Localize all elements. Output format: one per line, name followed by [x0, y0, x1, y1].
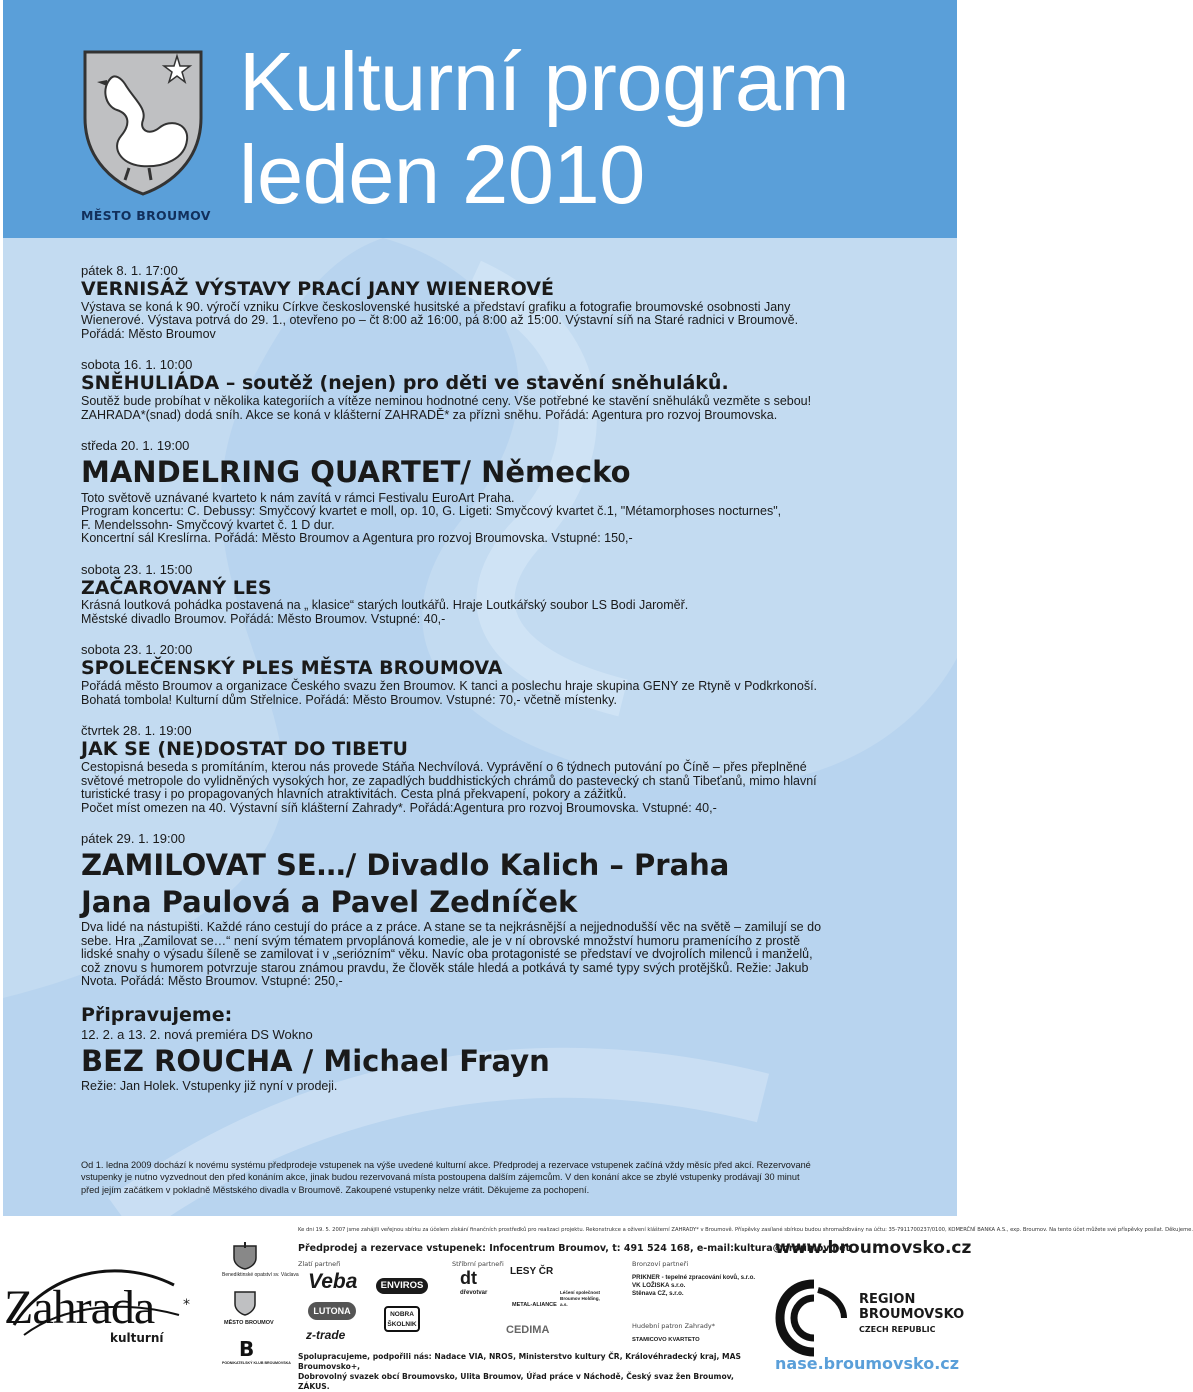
event-title: VERNISÁŽ VÝSTAVY PRACÍ JANY WIENEROVÉ: [81, 278, 554, 300]
region-swirl-icon: [774, 1278, 854, 1358]
cooperation-line: Spolupracujeme, podpořili nás: Nadace VIA, NROS, Ministerstvo kultury ČR, Královéhradecký kraj, MAS Broumovsko+,: [298, 1352, 741, 1371]
label-garden-patron: Hudební patron Zahrady*: [632, 1322, 716, 1330]
ticket-notice: [81, 1159, 901, 1196]
event-desc-line: lidské snahy o výsadu šíleně se zamilovat i v „seriózním“ věku. Navíc oba protagonisté se představí ve dvojrolích milenců i manželů,: [81, 947, 813, 962]
fine-print: Ke dni 19. 5. 2007 jsme zahájili veřejnou sbírku za účelem získání finančních prostředků pro realizaci projektu. Rekonstrukce a oživení klášterní ZAHRADY* v Broumově. Příspěvky zasílané sbírkou budou shromažďovány na účtu: 35-7911700237/0100, KOMERČNÍ BANKA A.S., exp. Broumov. Na tento účet můžete své příspěvky posílat. Děkujeme.: [298, 1227, 1193, 1233]
event-date: sobota 16. 1. 10:00: [81, 357, 193, 373]
event-date: čtvrtek 28. 1. 19:00: [81, 723, 192, 739]
sponsor-lesycr: LESY ČR: [510, 1266, 554, 1277]
event-desc-line: Wienerové. Výstava potrvá do 29. 1., otevřeno po – čt 8:00 až 16:00, pá 8:00 až 15:00. Výstavní síň na Staré radnici v Broumově.: [81, 313, 799, 328]
event-title: SNĚHULIÁDA – soutěž (nejen) pro děti ve stavění sněhuláků.: [81, 372, 729, 395]
event-desc-line: Cestopisná beseda s promítáním, kterou nás provede Stáňa Nechvílová. Vyprávění o 6 týdnech putování po Číně – přes přeplněné: [81, 760, 807, 775]
page-title-line2: leden 2010: [239, 128, 645, 221]
upcoming: [81, 1004, 941, 1094]
event-date: pátek 8. 1. 17:00: [81, 263, 178, 278]
event-4: [81, 561, 941, 627]
sponsor-dt: dt: [460, 1268, 477, 1288]
sponsor-lutona: LUTONA: [308, 1302, 356, 1320]
upcoming-desc: Režie: Jan Holek. Vstupenky již nyní v prodeji.: [81, 1078, 338, 1093]
event-desc-line: světové metropole do vylidněných vysokých hor, ze zapadlých buddhistických chrámů do pastevecký ch stanů Tibeťanů, mimo hlavní: [81, 773, 817, 788]
event-title: SPOLEČENSKÝ PLES MĚSTA BROUMOVA: [81, 657, 503, 680]
page-title-line1: Kulturní program: [239, 35, 850, 128]
upcoming-date: 12. 2. a 13. 2. nová premiéra DS Wokno: [81, 1026, 313, 1042]
event-desc-line: Krásná loutková pohádka postavená na „ klasice“ starých loutkářů. Hraje Loutkářský soubor LS Bodi Jaroměř.: [81, 598, 689, 613]
event-desc-line: Bohatá tombola! Kulturní dům Střelnice. Pořádá: Město Broumov. Vstupné: 70,- včetně místenky.: [81, 692, 617, 707]
event-title: MANDELRING QUARTET/ Německo: [81, 455, 631, 490]
event-title: ZAMILOVAT SE…/ Divadlo Kalich – Praha: [81, 848, 730, 883]
event-subtitle: Jana Paulová a Pavel Zedníček: [81, 885, 578, 920]
event-desc-line: sebe. Hra „Zamilovat se…“ není svým tématem prvoplánová komedie, ale je v ní obrovské množství humoru pramenícího z prostě: [81, 933, 801, 948]
event-desc-line: ZAHRADA*(snad) dodá sníh. Akce se koná v klášterní ZAHRADĚ* za příznì sněhu. Pořádá: Agentura pro rozvoj Broumovska.: [81, 407, 778, 422]
event-desc-line: turistické trasy i po propagovaných hlavních atraktivitách. Cesta plná překvapení, pokory a zážitků.: [81, 787, 627, 802]
event-desc-line: Pořádá: Město Broumov: [81, 326, 216, 341]
label-gold: Zlatí partneři: [298, 1260, 341, 1268]
event-1: [81, 262, 941, 341]
notice-line: vstupenky je nutno vyzvednout den před konáním akce, jinak budou rezervovaná místa postoupena dalším zájemcům. V den konání akce se zbylé vstupenky prodávají 30 minut: [81, 1172, 800, 1183]
event-desc-line: Soutěž bude probíhat v několika kategoriích a vítěze neminou hodnotné ceny. Vše potřebné ke stavění sněhuláků vezměte s sebou!: [81, 394, 812, 409]
upcoming-heading: Připravujeme:: [81, 1003, 233, 1026]
abbey-crest-icon: [232, 1242, 258, 1270]
poster: [3, 0, 957, 1216]
website-link-nase[interactable]: nase.broumovsko.cz: [775, 1354, 960, 1373]
sponsor-cedima: CEDIMA: [506, 1324, 550, 1336]
event-desc-line: Toto světově uznávané kvarteto k nám zavítá v rámci Festivalu EuroArt Praha.: [81, 490, 515, 505]
event-date: sobota 23. 1. 20:00: [81, 642, 193, 658]
event-desc-line: Program koncertu: C. Debussy: Smyčcový kvartet e moll, op. 10, G. Ligeti: Smyčcový kvartet č.1, "Métamorphoses nocturnes",: [81, 504, 782, 519]
club-name: PODNIKATELSKÝ KLUB BROUMOVSKA: [222, 1361, 291, 1365]
svg-text:B: B: [239, 1337, 255, 1361]
event-date: středa 20. 1. 19:00: [81, 438, 190, 454]
notice-line: před jejím začátkem v pokladně Městského divadla v Broumově. Zakoupené vstupenky nelze vrátit. Děkujeme za pochopení.: [81, 1184, 590, 1195]
town-name: MĚSTO BROUMOV: [81, 208, 211, 223]
event-2: [81, 356, 941, 422]
sponsor-ztrade: z-trade: [306, 1328, 346, 1342]
sponsor-metal: METAL-ALIANCE: [512, 1302, 557, 1308]
sponsor-vk-loziska: VK LOŽISKA s.r.o.: [632, 1282, 686, 1289]
town-crest-icon: [233, 1290, 257, 1316]
event-desc-line: F. Mendelssohn- Smyčcový kvartet č. 1 D dur.: [81, 517, 335, 532]
zahrada-logo-sub: kulturní: [110, 1331, 164, 1345]
event-desc-line: což znovu s humorem potvrzuje starou známou pravdu, že člověk stále hledá a potkává ty samé typy svých protějšků. Režie: Jakub: [81, 960, 809, 975]
town-logo-name: MĚSTO BROUMOV: [224, 1320, 274, 1326]
sponsor-prikner: PRIKNER - tepelné zpracování kovů, s.r.o.: [632, 1274, 756, 1281]
upcoming-title: BEZ ROUCHA / Michael Frayn: [81, 1043, 550, 1078]
swan-crest-icon: [81, 48, 205, 196]
sponsor-stamicovo: STAMICOVO KVARTETO: [632, 1337, 700, 1343]
region-name-3: CZECH REPUBLIC: [859, 1325, 936, 1334]
event-date: sobota 23. 1. 15:00: [81, 561, 193, 577]
event-5: [81, 641, 941, 707]
event-3: [81, 437, 941, 545]
event-6: [81, 722, 941, 815]
event-date: pátek 29. 1. 19:00: [81, 831, 186, 847]
sponsor-stenava: Stěnava CZ, s.r.o.: [632, 1290, 684, 1297]
event-title: JAK SE (NE)DOSTAT DO TIBETU: [81, 738, 408, 761]
event-desc-line: Dva lidé na nástupišti. Každé ráno cestují do práce a z práce. A stane se ta nejkrásnější a nejjednodušší věc na světě – zamilují se do: [81, 920, 822, 935]
event-desc-line: Pořádá město Broumov a organizace Českého svazu žen Broumov. K tanci a poslechu hraje skupina GENY ze Rtyně v Podkrkonoší.: [81, 679, 818, 694]
zahrada-logo-text: Zahrada: [4, 1281, 155, 1334]
event-desc-line: Městské divadlo Broumov. Pořádá: Město Broumov. Vstupné: 40,-: [81, 611, 446, 626]
cooperation-line: Dobrovolný svazek obcí Broumovsko, Ulita Broumov, Úřad práce v Náchodě, Český svaz žen Broumov, ZÁKUS.: [298, 1372, 734, 1391]
sponsor-dt-sub: dřevotvar: [460, 1290, 488, 1296]
sponsor-nobra: NOBRA ŠKOLNIK: [384, 1306, 420, 1332]
sponsor-enviros: ENVIROS: [376, 1278, 428, 1294]
region-name-1: REGION: [859, 1292, 916, 1307]
cooperation-text: [298, 1352, 768, 1392]
club-b-icon: [236, 1337, 258, 1361]
region-name-2: BROUMOVSKO: [859, 1307, 965, 1322]
abbey-name: Benediktinské opatství sv. Václava: [222, 1272, 299, 1278]
label-silver: Stříbrní partneři: [452, 1260, 504, 1268]
event-title: ZAČAROVANÝ LES: [81, 576, 272, 599]
event-desc-line: Nvota. Pořádá: Město Broumov. Vstupné: 250,-: [81, 974, 343, 989]
notice-line: Od 1. ledna 2009 dochází k novému systému předprodeje vstupenek na výše uvedené kulturní akce. Předprodej a rezervace vstupenek začíná vždy měsíc před akcí. Rezervované: [81, 1160, 811, 1170]
event-desc-line: Koncertní sál Kreslírna. Pořádá: Město Broumov a Agentura pro rozvoj Broumovska. Vstupné: 150,-: [81, 531, 633, 546]
sponsor-veba: Veba: [308, 1270, 358, 1293]
label-bronze: Bronzoví partneři: [632, 1260, 689, 1268]
presale-info: Předprodej a rezervace vstupenek: Infocentrum Broumov, t: 491 524 168, e-mail:kultura@broumov.net: [298, 1243, 851, 1254]
event-desc-line: Výstava se koná k 90. výročí vzniku Církve československé husitské a představí grafiku a fotografie broumovské osobnosti Jany: [81, 299, 791, 314]
website-link[interactable]: www.broumovsko.cz: [775, 1238, 972, 1258]
event-desc-line: Počet míst omezen na 40. Výstavní síň klášterní Zahrady*. Pořádá:Agentura pro rozvoj Broumovska. Vstupné: 40,-: [81, 800, 717, 815]
event-7: [81, 830, 941, 989]
event-list: [81, 262, 941, 1108]
sponsor-leciva: Léčení společnost Broumov Holding, a.s.: [560, 1290, 601, 1307]
zahrada-logo-star: *: [183, 1297, 190, 1313]
